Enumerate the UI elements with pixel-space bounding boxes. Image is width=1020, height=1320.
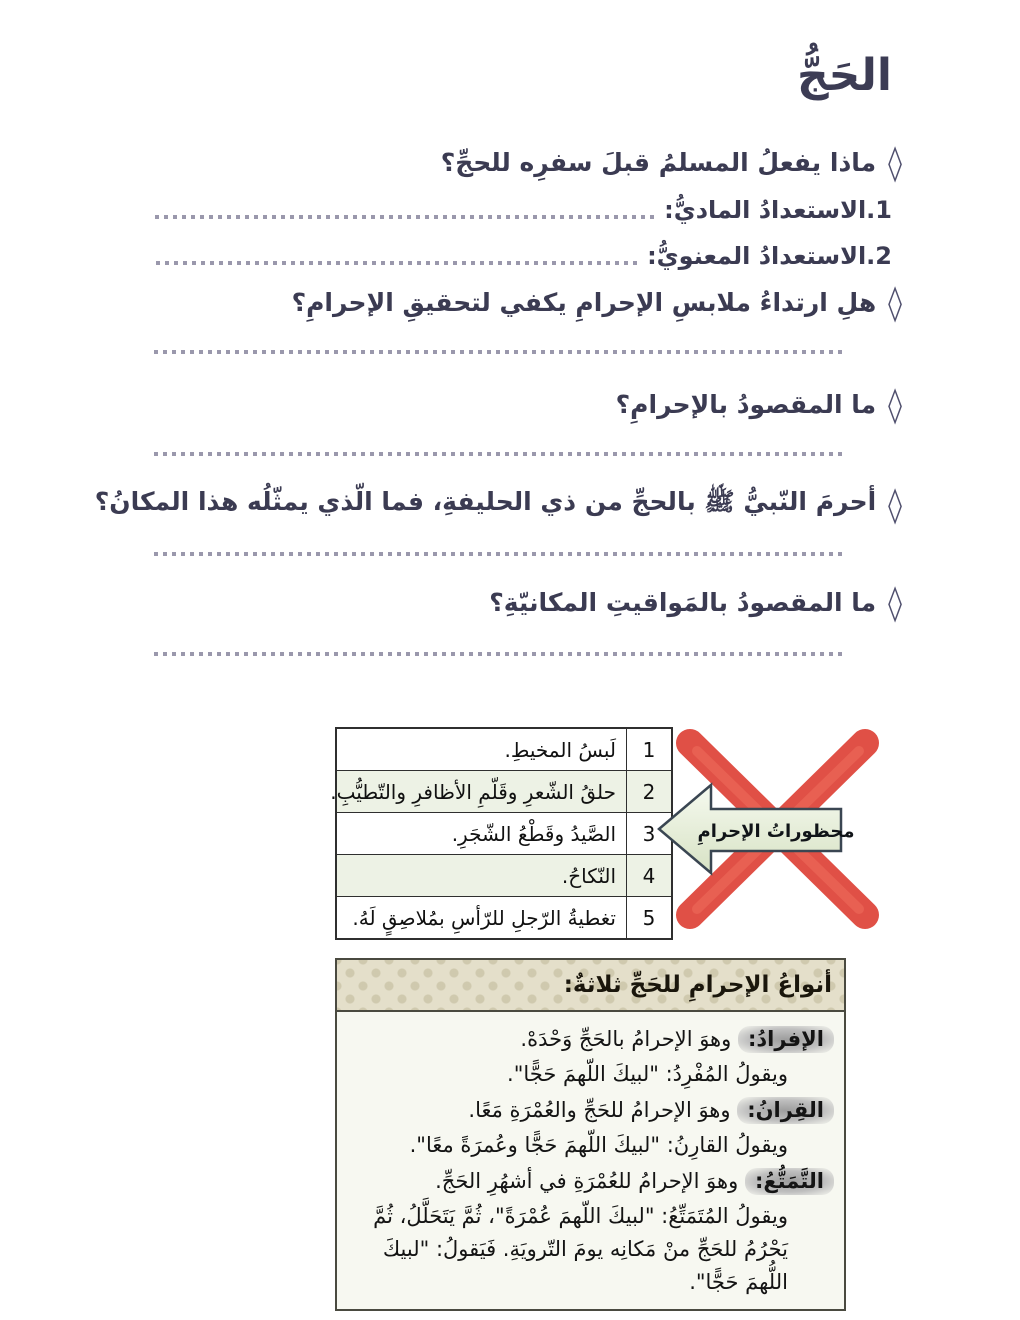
- question-5-text: ما المقصودُ بالمَواقيتِ المكانيّةِ؟: [489, 588, 877, 617]
- answer-item-2: [150, 242, 892, 270]
- question-4: [94, 483, 902, 525]
- answer-dotted-line-1[interactable]: [150, 350, 842, 354]
- row-number: 5: [626, 897, 671, 938]
- table-row: [330, 771, 671, 813]
- row-number: 4: [626, 855, 671, 896]
- row-text: تغطيةُ الرّجلِ للرّأسِ بمُلاصِقٍ لَهُ.: [352, 905, 616, 930]
- diamond-bullet-icon: ◊: [888, 281, 902, 323]
- ihram-type-entry: [347, 1093, 834, 1162]
- row-number: 1: [626, 729, 671, 770]
- ihram-types-body: [337, 1012, 844, 1309]
- row-text: الصَّيدُ وقَطْعُ الشّجَرِ.: [451, 821, 616, 846]
- question-3-text: ما المقصودُ بالإحرامِ؟: [615, 390, 877, 419]
- question-1-text: ماذا يفعلُ المسلمُ قبلَ سفرِه للحجِّ؟: [440, 148, 877, 177]
- answer-item-1-label: 1.الاستعدادُ الماديُّ:: [664, 196, 892, 224]
- row-number: 3: [626, 813, 671, 854]
- diamond-bullet-icon: ◊: [888, 581, 902, 623]
- table-row: [337, 855, 671, 897]
- page-title: الحَجُّ: [796, 50, 892, 101]
- question-3: [615, 383, 902, 425]
- diamond-bullet-icon: ◊: [888, 383, 902, 425]
- question-5: [489, 581, 902, 623]
- answer-item-1: [150, 196, 892, 224]
- question-4-text: أحرمَ النّبيُّ ﷺ بالحجِّ من ذي الحليفةِ، فما الّذي يمثّلُه هذا المكانُ؟: [94, 487, 877, 516]
- question-2-text: هلِ ارتداءُ ملابسِ الإحرامِ يكفي لتحقيقِ الإحرامِ؟: [291, 288, 877, 317]
- arrow-label: محظوراتُ الإحرامِ: [697, 821, 855, 842]
- type-definition: وهوَ الإحرامُ بالحَجِّ وَحْدَهْ.: [520, 1027, 732, 1051]
- type-label: القِرانُ:: [737, 1097, 834, 1124]
- table-row: [337, 897, 671, 938]
- red-x-icon: [645, 725, 900, 935]
- row-text: حلقُ الشّعرِ وقَلّمِ الأظافرِ والتّطيُّبِ.: [330, 779, 616, 804]
- ihram-types-header: أنواعُ الإحرامِ للحَجِّ ثلاثةٌ:: [337, 960, 844, 1012]
- row-text: النّكاحُ.: [561, 863, 616, 888]
- type-definition: وهوَ الإحرامُ للحَجِّ والعُمْرَةِ مَعًا.: [468, 1098, 731, 1122]
- answer-dotted-line-3[interactable]: [150, 552, 842, 556]
- answer-item-1-dotted-line[interactable]: [154, 215, 654, 219]
- row-text: لَبسُ المخيطِ.: [504, 737, 616, 762]
- row-number: 2: [626, 771, 671, 812]
- type-saying: ويقولُ القارِنُ: "لبيكَ اللّهمَ حَجًّا وعُمرَةً معًا".: [409, 1133, 788, 1157]
- prohibitions-callout-graphic: [645, 725, 900, 935]
- ihram-type-entry: [347, 1164, 834, 1299]
- answer-item-2-label: 2.الاستعدادُ المعنويُّ:: [647, 242, 892, 270]
- question-2: [291, 281, 902, 323]
- type-label: الإفرادُ:: [738, 1026, 834, 1053]
- table-row: [337, 813, 671, 855]
- diamond-bullet-icon: ◊: [888, 483, 902, 525]
- ihram-prohibitions-table: [330, 727, 673, 940]
- type-definition: وهوَ الإحرامُ للعُمْرَةِ في أشهُرِ الحَجِّ.: [435, 1169, 739, 1193]
- question-1: [440, 141, 902, 183]
- diamond-bullet-icon: ◊: [888, 141, 902, 183]
- answer-item-2-dotted-line[interactable]: [154, 261, 637, 265]
- answer-dotted-line-2[interactable]: [150, 452, 842, 456]
- table-row: [337, 729, 671, 771]
- ihram-type-entry: [347, 1022, 834, 1091]
- type-label: التَّمَتُّعُ:: [745, 1168, 834, 1195]
- ihram-types-box: [335, 958, 846, 1311]
- type-saying: ويقولُ المُفْرِدُ: "لبيكَ اللّهمَ حَجًّا".: [507, 1062, 788, 1086]
- answer-dotted-line-4[interactable]: [150, 652, 842, 656]
- type-saying: ويقولُ المُتَمَتِّعُ: "لبيكَ اللّهمَ عُمْرَةً"، ثُمَّ يَتَحَلَّلُ، ثُمَّ يَحْرُمُ للحَجِّ منْ مَكانِه يومَ التّرويَةِ. فَيَقولُ: "لبيكَ اللُّهمَ حَجًّا".: [373, 1204, 788, 1294]
